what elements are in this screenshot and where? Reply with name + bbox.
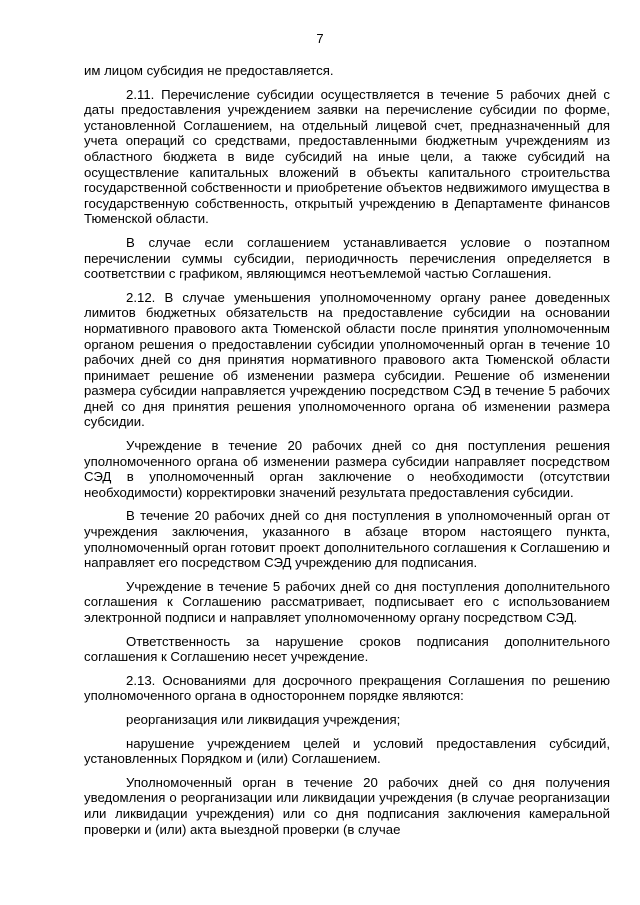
paragraph-responsibility: Ответственность за нарушение сроков подписания дополнительного соглашения к Соглашению несет учреждение.	[84, 633, 610, 665]
paragraph-2-11: 2.11. Перечисление субсидии осуществляется в течение 5 рабочих дней с даты предоставления учреждением заявки на перечисление субсидии по форме, установленной Соглашением, на отдельный лицевой счет, предназначенный для учета операций со средствами, предоставленными бюджетным учреждениям из областного бюджета в виде субсидий на иные цели, а также субсидий на осуществление капитальных вложений в объекты капитального строительства государственной собственности и приобретение объектов недвижимого имущества в государственную собственность, открытый учреждению в Департаменте финансов Тюменской области.	[84, 86, 610, 227]
paragraph-termination-notice: Уполномоченный орган в течение 20 рабочих дней со дня получения уведомления о реорганизации или ликвидации учреждения (в случае реорганизации или ликвидации учреждения) или со дня подписания заключения камеральной проверки и (или) акта выездной проверки (в случае	[84, 774, 610, 837]
paragraph-additional-agreement-draft: В течение 20 рабочих дней со дня поступления в уполномоченный орган от учреждения заключения, указанного в абзаце втором настоящего пункта, уполномоченный орган готовит проект дополнительного соглашения к Соглашению и направляет его посредством СЭД учреждению для подписания.	[84, 508, 610, 571]
page-number: 7	[316, 31, 324, 46]
list-item-reorganization: реорганизация или ликвидация учреждения;	[126, 711, 401, 727]
paragraph-staged-transfer: В случае если соглашением устанавливается условие о поэтапном перечислении суммы субсидии, периодичность перечисления определяется в соответствии с графиком, являющимся неотъемлемой частью Соглашения.	[84, 234, 610, 282]
paragraph-agreement-signing: Учреждение в течение 5 рабочих дней со дня поступления дополнительного соглашения к Соглашению рассматривает, подписывает его с использованием электронной подписи и направляет уполномоченному органу посредством СЭД.	[84, 578, 610, 625]
paragraph-2-12: 2.12. В случае уменьшения уполномоченному органу ранее доведенных лимитов бюджетных обязательств на предоставление субсидии на основании нормативного правового акта Тюменской области после принятия уполномоченным органом решения о предоставлении субсидии уполномоченный орган в течение 10 рабочих дней со дня принятия нормативного правового акта Тюменской области принимает решение об изменении размера субсидии. Решение об изменении размера субсидии направляется учреждению посредством СЭД в течение 5 рабочих дней со дня принятия решения уполномоченного органа об изменении размера субсидии.	[84, 289, 610, 430]
paragraph-continuation: им лицом субсидия не предоставляется.	[84, 63, 334, 78]
paragraph-2-13: 2.13. Основаниями для досрочного прекращения Соглашения по решению уполномоченного органа в одностороннем порядке являются:	[84, 672, 610, 704]
paragraph-institution-conclusion: Учреждение в течение 20 рабочих дней со дня поступления решения уполномоченного органа об изменении размера субсидии направляет посредством СЭД в уполномоченный орган заключение о необходимости (отсутствии необходимости) корректировки значений результата предоставления субсидии.	[84, 438, 610, 500]
document-body	[84, 63, 610, 845]
list-item-violation: нарушение учреждением целей и условий предоставления субсидий, установленных Порядком и (или) Соглашением.	[84, 735, 610, 767]
